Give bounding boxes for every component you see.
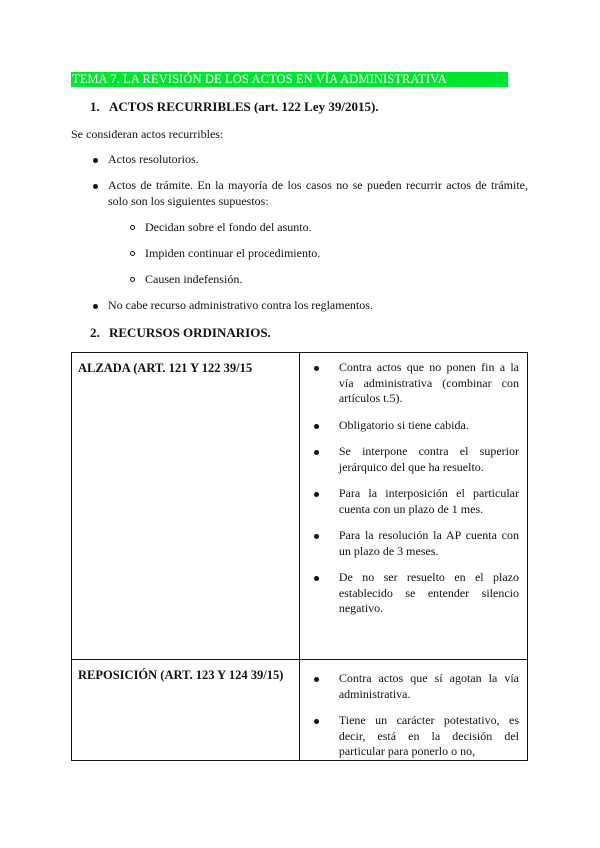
bullet-icon bbox=[314, 366, 319, 371]
bullet-icon bbox=[314, 534, 319, 539]
list-item: Se interpone contra el superior jerárquico del que ha resuelto. bbox=[339, 444, 519, 475]
bullet-icon bbox=[93, 304, 98, 309]
sub-bullet-icon bbox=[130, 277, 135, 282]
sub-bullet-item-1: Decidan sobre el fondo del asunto. bbox=[145, 220, 312, 234]
sub-bullet-item-3: Causen indefensión. bbox=[145, 272, 243, 286]
bullet-icon bbox=[314, 492, 319, 497]
bullet-icon bbox=[314, 424, 319, 429]
table-cell-label bbox=[72, 660, 300, 761]
bullet-icon bbox=[314, 719, 319, 724]
section-1-number: 1. bbox=[90, 99, 100, 114]
section-2-number: 2. bbox=[90, 325, 100, 340]
recurso-alzada-label: ALZADA (ART. 121 Y 122 39/15 bbox=[78, 361, 253, 375]
bullet-icon bbox=[93, 158, 98, 163]
section-1-heading bbox=[90, 99, 379, 115]
recursos-table bbox=[71, 352, 528, 761]
list-item: Contra actos que no ponen fin a la vía administrativa (combinar con artículos t.5). bbox=[339, 360, 519, 407]
list-item: Contra actos que sí agotan la vía administrativa. bbox=[339, 671, 519, 702]
table-cell-details bbox=[299, 660, 527, 761]
sub-bullet-icon bbox=[130, 225, 135, 230]
table-row bbox=[72, 353, 528, 660]
document-title: TEMA 7. LA REVISIÓN DE LOS ACTOS EN VÍA ADMINISTRATIVA bbox=[72, 72, 447, 86]
sub-bullet-icon bbox=[130, 251, 135, 256]
bullet-icon bbox=[314, 576, 319, 581]
list-item: Tiene un carácter potestativo, es decir, está en la decisión del particular para ponerlo o no, bbox=[339, 713, 519, 760]
bullet-item-2: Actos de trámite. En la mayoría de los casos no se pueden recurrir actos de trámite, solo son los siguientes supuestos: bbox=[108, 178, 528, 208]
bullet-icon bbox=[314, 450, 319, 455]
list-item: De no ser resuelto en el plazo establecido se entender silencio negativo. bbox=[339, 570, 519, 617]
bullet-item-3: No cabe recurso administrativo contra los reglamentos. bbox=[108, 298, 373, 312]
list-item: Obligatorio si tiene cabida. bbox=[339, 418, 519, 434]
section-1-intro: Se consideran actos recurribles: bbox=[71, 127, 224, 141]
list-item: Para la resolución la AP cuenta con un plazo de 3 meses. bbox=[339, 528, 519, 559]
section-2-heading bbox=[90, 325, 271, 341]
bullet-item-1: Actos resolutorios. bbox=[108, 152, 199, 166]
section-2-title: RECURSOS ORDINARIOS. bbox=[109, 325, 271, 340]
table-row bbox=[72, 660, 528, 761]
list-item: Para la interposición el particular cuenta con un plazo de 1 mes. bbox=[339, 486, 519, 517]
sub-bullet-item-2: Impiden continuar el procedimiento. bbox=[145, 246, 321, 260]
recurso-reposicion-label: REPOSICIÓN (ART. 123 Y 124 39/15) bbox=[78, 668, 284, 682]
bullet-icon bbox=[314, 677, 319, 682]
section-1-title: ACTOS RECURRIBLES (art. 122 Ley 39/2015). bbox=[109, 99, 379, 114]
bullet-icon bbox=[93, 184, 98, 189]
table-cell-details bbox=[299, 353, 527, 660]
table-cell-label bbox=[72, 353, 300, 660]
document-title-highlight bbox=[71, 72, 508, 87]
